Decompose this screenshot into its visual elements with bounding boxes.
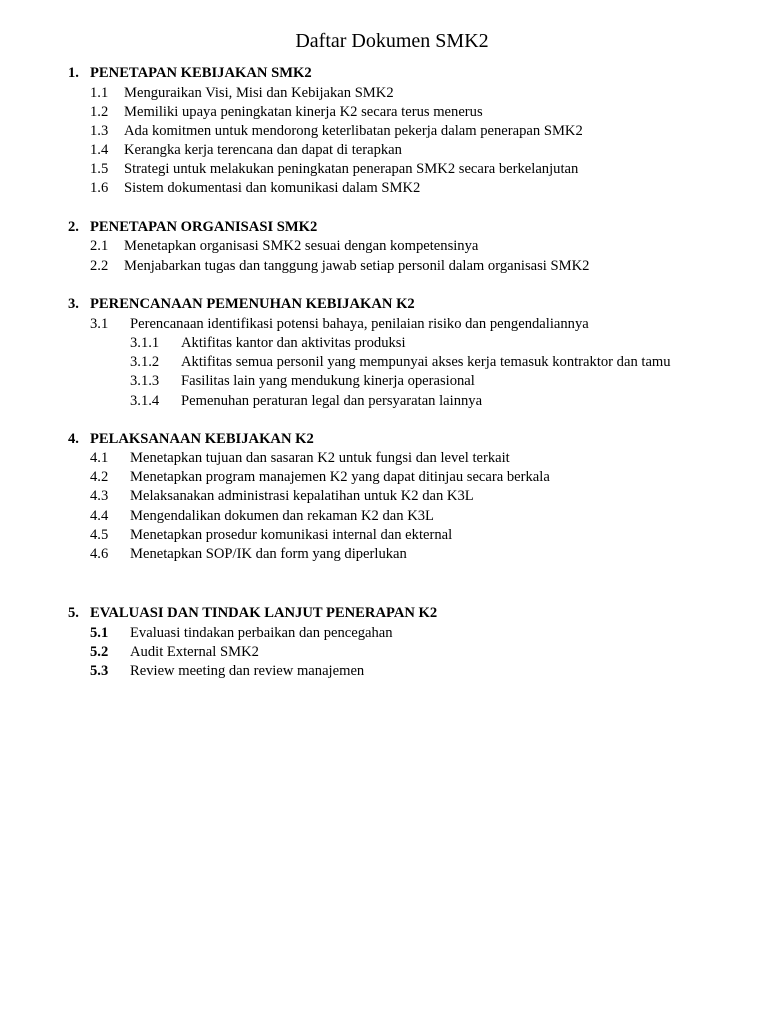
subitem-text: Fasilitas lain yang mendukung kinerja operasional bbox=[181, 373, 475, 389]
document-title: Daftar Dokumen SMK2 bbox=[295, 30, 489, 52]
item-number: 1.4 bbox=[90, 142, 109, 158]
subitem-text: Pemenuhan peraturan legal dan persyaratan lainnya bbox=[181, 393, 483, 409]
item-text: Memiliki upaya peningkatan kinerja K2 secara terus menerus bbox=[124, 104, 483, 120]
subitem-number: 3.1.4 bbox=[130, 393, 160, 409]
item-number: 5.2 bbox=[90, 644, 109, 660]
item-number: 1.1 bbox=[90, 85, 109, 101]
subitem-text: Aktifitas kantor dan aktivitas produksi bbox=[181, 335, 406, 351]
section-number: 2. bbox=[68, 219, 79, 235]
section-title: PERENCANAAN PEMENUHAN KEBIJAKAN K2 bbox=[90, 296, 415, 312]
item-text: Review meeting dan review manajemen bbox=[130, 663, 365, 679]
item-text: Menetapkan tujuan dan sasaran K2 untuk fungsi dan level terkait bbox=[130, 450, 510, 466]
item-text: Menguraikan Visi, Misi dan Kebijakan SMK2 bbox=[124, 85, 394, 101]
item-number: 4.4 bbox=[90, 508, 109, 524]
item-text: Audit External SMK2 bbox=[130, 644, 259, 660]
subitem-number: 3.1.3 bbox=[130, 373, 160, 389]
item-text: Melaksanakan administrasi kepalatihan untuk K2 dan K3L bbox=[130, 488, 474, 504]
item-text: Menetapkan organisasi SMK2 sesuai dengan kompetensinya bbox=[124, 238, 479, 254]
section-title: PELAKSANAAN KEBIJAKAN K2 bbox=[90, 431, 314, 447]
subitem-number: 3.1.2 bbox=[130, 354, 160, 370]
item-text: Menetapkan program manajemen K2 yang dapat ditinjau secara berkala bbox=[130, 469, 550, 485]
item-number: 4.2 bbox=[90, 469, 109, 485]
section-title: EVALUASI DAN TINDAK LANJUT PENERAPAN K2 bbox=[90, 605, 438, 621]
item-number: 1.5 bbox=[90, 161, 109, 177]
item-number: 4.5 bbox=[90, 527, 109, 543]
item-number: 4.6 bbox=[90, 546, 109, 562]
section-number: 4. bbox=[68, 431, 79, 447]
item-number: 3.1 bbox=[90, 316, 109, 332]
item-text: Evaluasi tindakan perbaikan dan pencegahan bbox=[130, 625, 393, 641]
section-title: PENETAPAN KEBIJAKAN SMK2 bbox=[90, 65, 312, 81]
item-text: Perencanaan identifikasi potensi bahaya, penilaian risiko dan pengendaliannya bbox=[130, 316, 589, 332]
section-number: 1. bbox=[68, 65, 79, 81]
item-number: 4.1 bbox=[90, 450, 109, 466]
section-number: 5. bbox=[68, 605, 79, 621]
item-number: 1.2 bbox=[90, 104, 109, 120]
item-number: 4.3 bbox=[90, 488, 109, 504]
item-text: Sistem dokumentasi dan komunikasi dalam SMK2 bbox=[124, 180, 421, 196]
item-number: 2.1 bbox=[90, 238, 109, 254]
item-number: 1.6 bbox=[90, 180, 109, 196]
item-number: 1.3 bbox=[90, 123, 109, 139]
subitem-text: Aktifitas semua personil yang mempunyai akses kerja temasuk kontraktor dan tamu bbox=[181, 354, 671, 370]
item-number: 5.1 bbox=[90, 625, 109, 641]
item-text: Mengendalikan dokumen dan rekaman K2 dan K3L bbox=[130, 508, 434, 524]
item-text: Menetapkan SOP/IK dan form yang diperlukan bbox=[130, 546, 407, 562]
item-text: Kerangka kerja terencana dan dapat di terapkan bbox=[124, 142, 402, 158]
item-text: Strategi untuk melakukan peningkatan penerapan SMK2 secara berkelanjutan bbox=[124, 161, 579, 177]
item-text: Ada komitmen untuk mendorong keterlibatan pekerja dalam penerapan SMK2 bbox=[124, 123, 583, 139]
subitem-number: 3.1.1 bbox=[130, 335, 160, 351]
item-text: Menjabarkan tugas dan tanggung jawab setiap personil dalam organisasi SMK2 bbox=[124, 258, 590, 274]
item-number: 2.2 bbox=[90, 258, 109, 274]
section-number: 3. bbox=[68, 296, 79, 312]
item-number: 5.3 bbox=[90, 663, 109, 679]
item-text: Menetapkan prosedur komunikasi internal dan ekternal bbox=[130, 527, 453, 543]
section-title: PENETAPAN ORGANISASI SMK2 bbox=[90, 219, 318, 235]
